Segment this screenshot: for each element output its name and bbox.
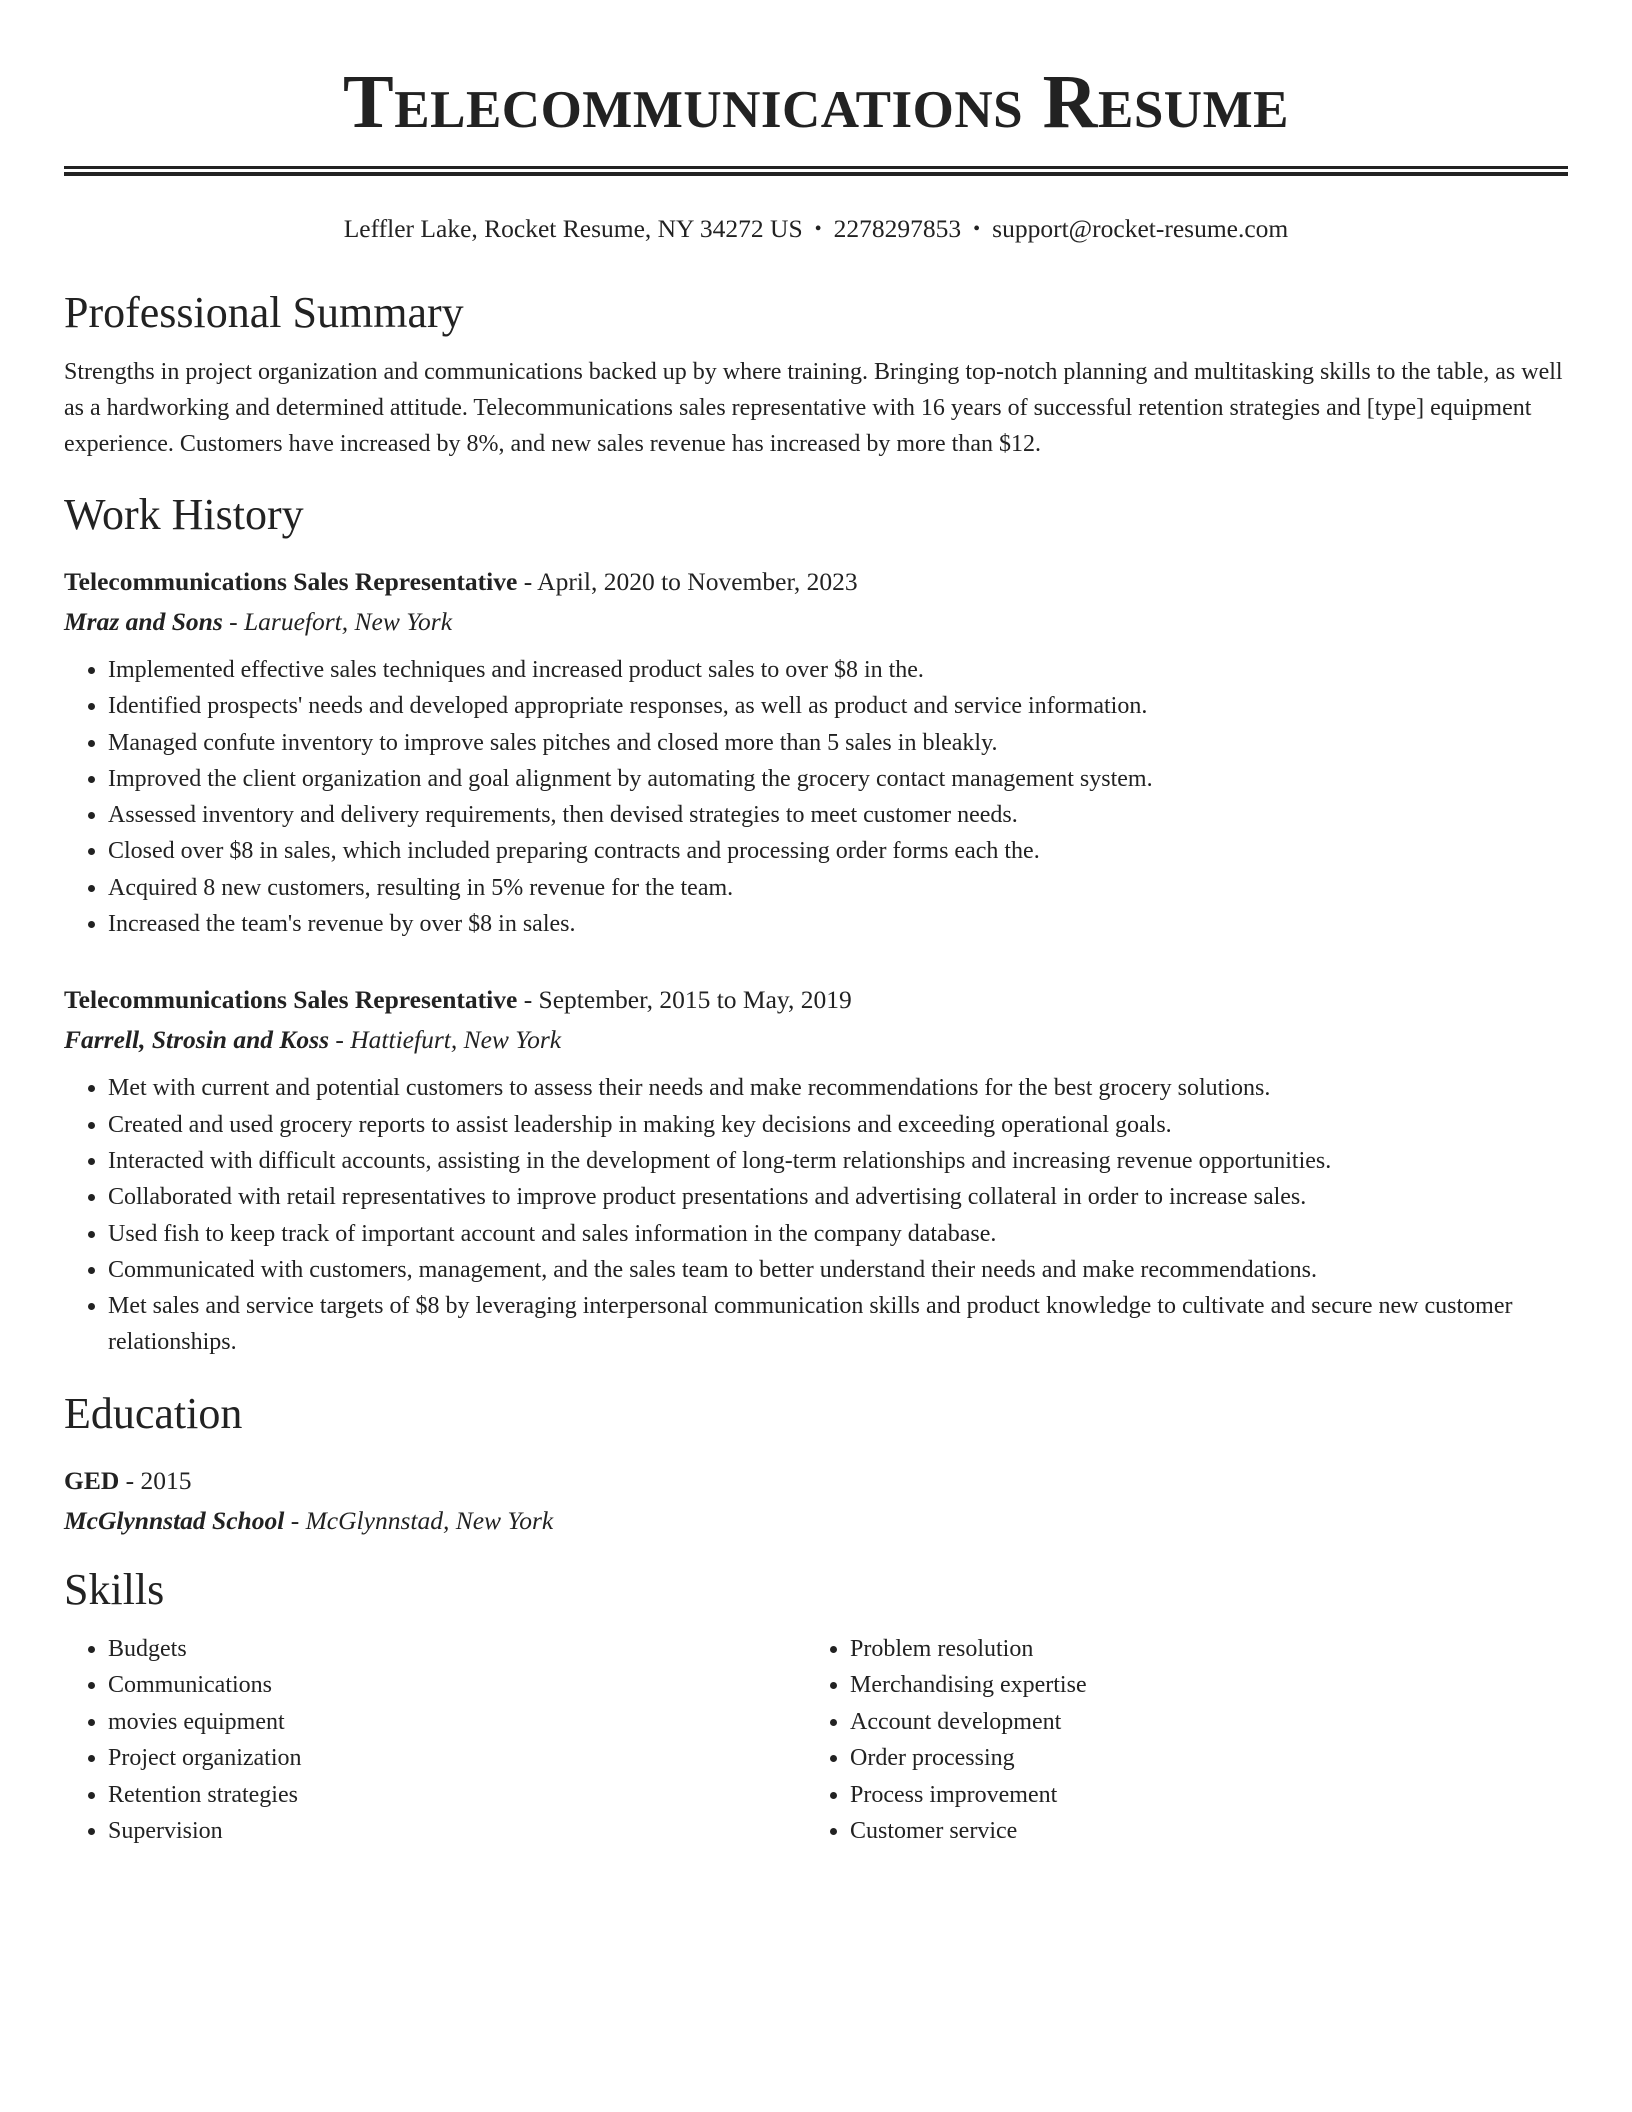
list-item: • Communicated with customers, management, and the sales team to better understand their needs and make recommendations. — [108, 1252, 1568, 1288]
job-dates: - April, 2020 to November, 2023 — [517, 567, 858, 596]
list-item: • Identified prospects' needs and developed appropriate responses, as well as product and service information. — [108, 688, 1568, 724]
resume-title: Telecommunications Resume — [343, 60, 1289, 144]
skill-item: • Budgets — [108, 1631, 806, 1668]
contact-line — [64, 212, 1568, 248]
skill-item: • Merchandising expertise — [850, 1667, 1548, 1704]
list-item: • Increased the team's revenue by over $8 in sales. — [108, 906, 1568, 942]
title-divider — [64, 166, 1568, 176]
skills-heading: Skills — [64, 1564, 165, 1614]
education-location: - McGlynnstad, New York — [284, 1505, 554, 1535]
job-role: Telecommunications Sales Representative — [64, 567, 518, 596]
education-heading: Education — [64, 1388, 243, 1438]
contact-separator: • — [973, 218, 981, 240]
job-bullets — [64, 1070, 1568, 1360]
skill-item: • Communications — [108, 1667, 806, 1704]
job-company-line — [64, 1020, 1568, 1060]
education-degree-line — [64, 1461, 1568, 1501]
list-item: • Managed confute inventory to improve sales pitches and closed more than 5 sales in bleakly. — [108, 725, 1568, 761]
education-school-line — [64, 1501, 1568, 1541]
skill-item: • Supervision — [108, 1813, 806, 1850]
job-company: Mraz and Sons — [64, 607, 223, 636]
job-company: Farrell, Strosin and Koss — [64, 1025, 330, 1055]
summary-text: Strengths in project organization and communications backed up by where training. Bringing top-notch planning and multitasking skills to the table, as well as a hardworking and determined attitude. Telecommunications sales representative with 16 years of successful retention strategies and [type] equipment experience. Customers have increased by 8%, and new sales revenue has increased by more than $12. — [64, 359, 1563, 457]
contact-phone: 2278297853 — [833, 214, 962, 243]
skill-item: • movies equipment — [108, 1704, 806, 1741]
list-item: • Improved the client organization and goal alignment by automating the grocery contact management system. — [108, 761, 1568, 797]
job-company-line — [64, 602, 1568, 642]
list-item: • Collaborated with retail representatives to improve product presentations and advertising collateral in order to increase sales. — [108, 1179, 1568, 1215]
skill-item: • Process improvement — [850, 1777, 1548, 1814]
job-location: - Hattiefurt, New York — [329, 1025, 562, 1055]
skill-item: • Customer service — [850, 1813, 1548, 1850]
contact-address: Leffler Lake, Rocket Resume, NY 34272 US — [343, 214, 803, 243]
job-entry — [64, 980, 1568, 1360]
education-year: - 2015 — [119, 1465, 192, 1495]
contact-separator: • — [814, 218, 822, 240]
job-entry — [64, 562, 1568, 942]
job-title-line — [64, 980, 1568, 1020]
education-degree: GED — [64, 1465, 120, 1495]
job-location: - Laruefort, New York — [222, 607, 453, 636]
list-item: • Met with current and potential customers to assess their needs and make recommendations for the best grocery solutions. — [108, 1070, 1568, 1106]
skill-item: • Account development — [850, 1704, 1548, 1741]
list-item: • Acquired 8 new customers, resulting in 5% revenue for the team. — [108, 870, 1568, 906]
job-dates: - September, 2015 to May, 2019 — [517, 985, 852, 1015]
education-school: McGlynnstad School — [64, 1505, 285, 1535]
list-item: • Assessed inventory and delivery requirements, then devised strategies to meet customer needs. — [108, 797, 1568, 833]
skills-column-left — [64, 1631, 806, 1850]
list-item: • Used fish to keep track of important account and sales information in the company database. — [108, 1216, 1568, 1252]
list-item: • Interacted with difficult accounts, assisting in the development of long-term relationships and increasing revenue opportunities. — [108, 1143, 1568, 1179]
job-bullets — [64, 652, 1568, 942]
summary-heading: Professional Summary — [64, 288, 464, 337]
contact-email: support@rocket-resume.com — [992, 214, 1289, 243]
skill-item: • Project organization — [108, 1740, 806, 1777]
skill-item: • Problem resolution — [850, 1631, 1548, 1668]
work-history-heading: Work History — [64, 490, 304, 539]
list-item: • Created and used grocery reports to assist leadership in making key decisions and exceeding operational goals. — [108, 1107, 1568, 1143]
skill-item: • Retention strategies — [108, 1777, 806, 1814]
skill-item: • Order processing — [850, 1740, 1548, 1777]
skills-grid — [64, 1631, 1568, 1850]
education-entry — [64, 1461, 1568, 1541]
job-role: Telecommunications Sales Representative — [64, 985, 518, 1015]
list-item: • Implemented effective sales techniques and increased product sales to over $8 in the. — [108, 652, 1568, 688]
skills-column-right — [806, 1631, 1548, 1850]
job-title-line — [64, 562, 1568, 602]
list-item: • Met sales and service targets of $8 by leveraging interpersonal communication skills and product knowledge to cultivate and secure new customer relationships. — [108, 1288, 1568, 1361]
list-item: • Closed over $8 in sales, which included preparing contracts and processing order forms each the. — [108, 833, 1568, 869]
